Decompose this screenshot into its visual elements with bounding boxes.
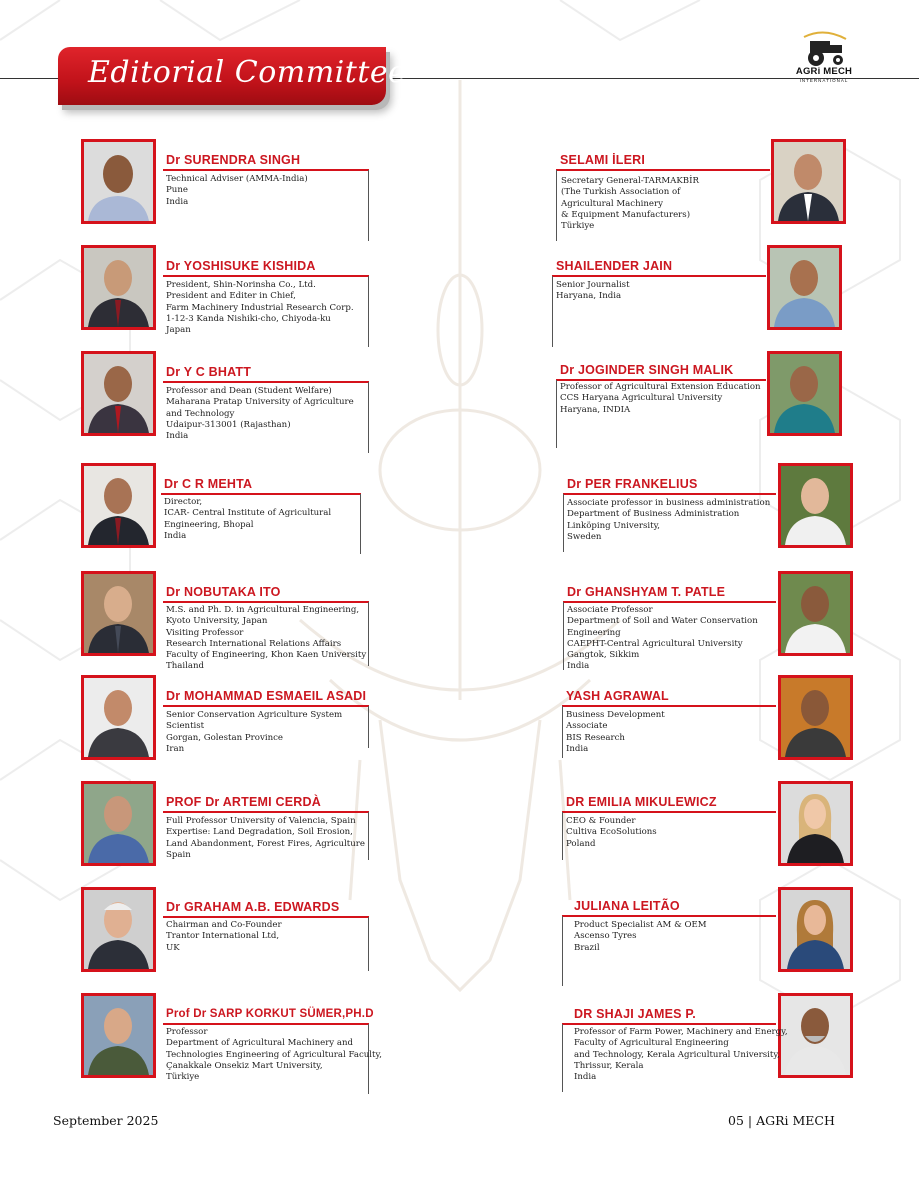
card-divider <box>368 276 369 347</box>
member-name: Dr Y C BHATT <box>166 365 252 379</box>
member-details: Full Professor University of Valencia, Spain Expertise: Land Degradation, Soil Erosion, Land Abandonment, Forest Fires, Agriculture Spain <box>166 816 365 860</box>
member-details: Secretary General-TARMAKBİR (The Turkish Association of Agricultural Machinery & Equipment Manufacturers) Türkiye <box>561 176 699 232</box>
member-name: Dr SURENDRA SINGH <box>166 153 301 167</box>
name-underline <box>556 379 766 381</box>
member-photo <box>81 351 156 436</box>
member-name: YASH AGRAWAL <box>566 689 669 703</box>
name-underline <box>562 705 776 707</box>
name-underline <box>562 811 776 813</box>
card-divider <box>552 276 553 347</box>
name-underline <box>562 1023 776 1025</box>
card-divider <box>368 917 369 971</box>
name-underline <box>163 811 369 813</box>
member-name: Dr JOGINDER SINGH MALIK <box>560 363 734 377</box>
member-name: PROF Dr ARTEMI CERDÀ <box>166 795 321 809</box>
section-banner <box>58 47 407 105</box>
member-photo <box>81 463 156 548</box>
name-underline <box>163 1023 369 1025</box>
member-photo <box>81 571 156 656</box>
card-divider <box>563 494 564 552</box>
card-divider <box>562 812 563 860</box>
member-details: Professor and Dean (Student Welfare) Maharana Pratap University of Agriculture and Technology Udaipur-313001 (Rajasthan) India <box>166 386 354 442</box>
card-divider <box>562 1024 563 1092</box>
member-photo <box>81 675 156 760</box>
card-divider <box>556 380 557 448</box>
card-divider <box>563 602 564 670</box>
member-photo <box>81 887 156 972</box>
member-details: Senior Journalist Haryana, India <box>556 280 630 302</box>
member-name: Dr MOHAMMAD ESMAEIL ASADI <box>166 689 367 703</box>
name-underline <box>556 169 770 171</box>
member-details: M.S. and Ph. D. in Agricultural Engineering, Kyoto University, Japan Visiting Professor Research International Relations Affairs Faculty of Engineering, Khon Kaen University Thailand <box>166 605 367 672</box>
member-name: SELAMI İLERI <box>560 153 646 167</box>
member-name: Dr PER FRANKELIUS <box>567 477 698 491</box>
member-name: DR SHAJI JAMES P. <box>574 1007 696 1021</box>
member-details: CEO & Founder Cultiva EcoSolutions Poland <box>566 816 657 849</box>
logo-name: AGRi MECH <box>795 66 853 77</box>
card-divider <box>562 706 563 758</box>
member-name: Dr GRAHAM A.B. EDWARDS <box>166 900 340 914</box>
card-divider <box>368 382 369 453</box>
member-name: Dr C R MEHTA <box>164 477 253 491</box>
logo-tagline: INTERNATIONAL <box>799 78 849 83</box>
name-underline <box>563 601 776 603</box>
card-divider <box>368 170 369 241</box>
member-details: Professor Department of Agricultural Machinery and Technologies Engineering of Agricultural Faculty, Çanakkale Onsekiz Mart University, Türkiye <box>166 1027 382 1083</box>
member-details: Senior Conservation Agriculture System Scientist Gorgan, Golestan Province Iran <box>166 710 343 754</box>
name-underline <box>163 601 369 603</box>
card-divider <box>368 706 369 748</box>
member-details: Professor of Farm Power, Machinery and Energy, Faculty of Agricultural Engineering and Technology, Kerala Agricultural University, Thrissur, Kerala India <box>574 1027 788 1083</box>
card-divider <box>368 602 369 666</box>
name-underline <box>552 275 766 277</box>
card-divider <box>556 170 557 241</box>
member-name: Prof Dr SARP KORKUT SÜMER,PH.D <box>166 1008 374 1020</box>
name-underline <box>163 916 369 918</box>
member-details: Chairman and Co-Founder Trantor International Ltd, UK <box>166 920 282 953</box>
member-details: Director, ICAR- Central Institute of Agricultural Engineering, Bhopal India <box>164 497 332 541</box>
card-divider <box>360 494 361 554</box>
card-divider <box>368 812 369 860</box>
member-photo <box>767 351 842 436</box>
footer-date: September 2025 <box>53 1113 159 1128</box>
name-underline <box>163 169 369 171</box>
member-photo <box>778 781 853 866</box>
member-photo <box>771 139 846 224</box>
member-name: Dr NOBUTAKA ITO <box>166 585 281 599</box>
member-photo <box>81 781 156 866</box>
member-details: Professor of Agricultural Extension Education CCS Haryana Agricultural University Haryana, INDIA <box>560 382 761 415</box>
name-underline <box>163 705 369 707</box>
member-details: Technical Adviser (AMMA-India) Pune India <box>166 174 308 207</box>
member-name: Dr GHANSHYAM T. PATLE <box>567 585 726 599</box>
member-details: Product Specialist AM & OEM Ascenso Tyres Brazil <box>574 920 707 953</box>
agri-mech-logo <box>794 31 854 87</box>
footer-page-number: 05 | AGRi MECH <box>728 1113 835 1128</box>
member-name: DR EMILIA MIKULEWICZ <box>566 795 717 809</box>
member-details: Business Development Associate BIS Research India <box>566 710 665 754</box>
member-photo <box>767 245 842 330</box>
member-photo <box>778 675 853 760</box>
name-underline <box>562 915 776 917</box>
name-underline <box>163 381 369 383</box>
member-details: Associate Professor Department of Soil and Water Conservation Engineering CAEPHT-Central Agricultural University Gangtok, Sikkim India <box>567 605 758 672</box>
name-underline <box>563 493 776 495</box>
card-divider <box>562 916 563 986</box>
member-photo <box>778 993 853 1078</box>
member-name: SHAILENDER JAIN <box>556 259 673 273</box>
page-title: Editorial Committee <box>88 55 407 90</box>
member-name: Dr YOSHISUKE KISHIDA <box>166 259 316 273</box>
member-photo <box>81 245 156 330</box>
member-details: President, Shin-Norinsha Co., Ltd. President and Editer in Chief, Farm Machinery Industrial Research Corp. 1-12-3 Kanda Nishiki-cho, Chiyoda-ku Japan <box>166 280 354 336</box>
member-photo <box>81 993 156 1078</box>
member-details: Associate professor in business administration Department of Business Administration Linköping University, Sweden <box>567 498 771 542</box>
member-photo <box>778 887 853 972</box>
name-underline <box>161 493 361 495</box>
member-photo <box>778 571 853 656</box>
member-photo <box>81 139 156 224</box>
member-name: JULIANA LEITÃO <box>574 899 680 913</box>
name-underline <box>163 275 369 277</box>
member-photo <box>778 463 853 548</box>
tractor-icon <box>794 31 854 67</box>
